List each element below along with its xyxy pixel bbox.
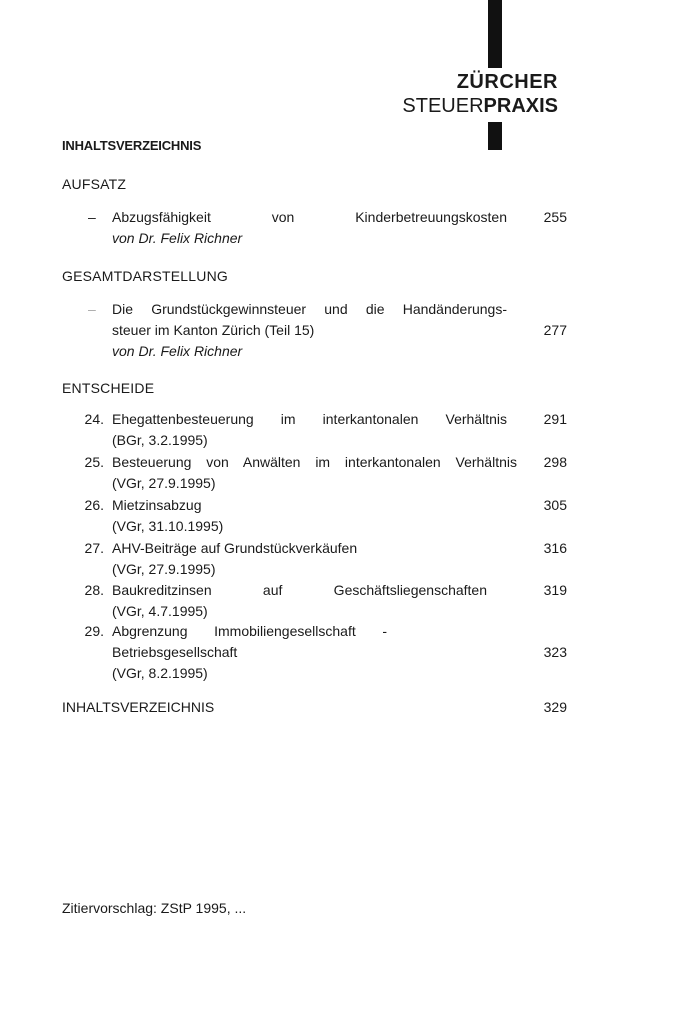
decision-court-date: (VGr, 27.9.1995) (112, 475, 216, 491)
decision-title: Mietzinsabzug (112, 497, 202, 513)
toc-entry-gesamtdarstellung (62, 299, 567, 362)
decision-entry-27 (62, 538, 567, 580)
toc-heading: INHALTSVERZEICHNIS (62, 138, 202, 153)
decision-page: 298 (543, 454, 567, 470)
decision-court-date: (BGr, 3.2.1995) (112, 432, 208, 448)
citation-note: Zitiervorschlag: ZStP 1995, ... (62, 900, 247, 916)
decision-page: 323 (543, 644, 567, 660)
logo-regular: STEUER (402, 95, 484, 117)
decision-number: 24. (84, 411, 104, 427)
logo-bar-top (488, 0, 502, 68)
decision-court-date: (VGr, 8.2.1995) (112, 665, 208, 681)
entry-title: Abzugsfähigkeit von Kinderbetreuungskosten (112, 209, 507, 225)
entry-title-line2: steuer im Kanton Zürich (Teil 15) (112, 322, 315, 338)
decision-number: 26. (84, 497, 104, 513)
decision-page: 291 (543, 411, 567, 427)
entry-page: 277 (543, 322, 567, 338)
entry-author: von Dr. Felix Richner (112, 230, 243, 246)
decision-title: Besteuerung von Anwälten im interkantonalen Verhältnis (112, 454, 517, 470)
section-gesamtdarstellung: GESAMTDARSTELLUNG (62, 268, 228, 284)
decision-page: 316 (543, 540, 567, 556)
decision-entry-25 (62, 452, 567, 494)
section-entscheide: ENTSCHEIDE (62, 380, 155, 396)
entry-dash: – (88, 301, 96, 317)
logo-line2 (402, 94, 558, 118)
decision-number: 25. (84, 454, 104, 470)
decision-entry-28 (62, 580, 567, 622)
decision-court-date: (VGr, 27.9.1995) (112, 561, 216, 577)
logo-bold: PRAXIS (483, 95, 558, 117)
toc-entry-aufsatz (62, 207, 567, 249)
decision-court-date: (VGr, 4.7.1995) (112, 603, 208, 619)
decision-title: Ehegattenbesteuerung im interkantonalen Verhältnis (112, 411, 507, 427)
decision-title-line1: Abgrenzung Immobiliengesellschaft - (112, 623, 387, 639)
entry-dash: – (88, 209, 96, 225)
decision-court-date: (VGr, 31.10.1995) (112, 518, 224, 534)
decision-title-line2: Betriebsgesellschaft (112, 644, 238, 660)
entry-page: 329 (543, 699, 567, 715)
decision-entry-29 (62, 621, 567, 684)
entry-title-line1: Die Grundstückgewinnsteuer und die Handänderungs- (112, 301, 507, 317)
decision-entry-26 (62, 495, 567, 537)
decision-number: 28. (84, 582, 104, 598)
logo-line1: ZÜRCHER (456, 71, 558, 93)
section-aufsatz: AUFSATZ (62, 176, 127, 192)
journal-logo (402, 70, 558, 118)
decision-page: 319 (543, 582, 567, 598)
decision-number: 29. (84, 623, 104, 639)
entry-author: von Dr. Felix Richner (112, 343, 243, 359)
decision-page: 305 (543, 497, 567, 513)
decision-title: Baukreditzinsen auf Geschäftsliegenschaften (112, 582, 487, 598)
logo-bar-bottom (488, 122, 502, 150)
decision-number: 27. (84, 540, 104, 556)
toc-entry-inhalt (62, 697, 567, 718)
decision-title: AHV-Beiträge auf Grundstückverkäufen (112, 540, 358, 556)
section-inhalt: INHALTSVERZEICHNIS (62, 699, 215, 715)
decision-entry-24 (62, 409, 567, 451)
entry-page: 255 (543, 209, 567, 225)
